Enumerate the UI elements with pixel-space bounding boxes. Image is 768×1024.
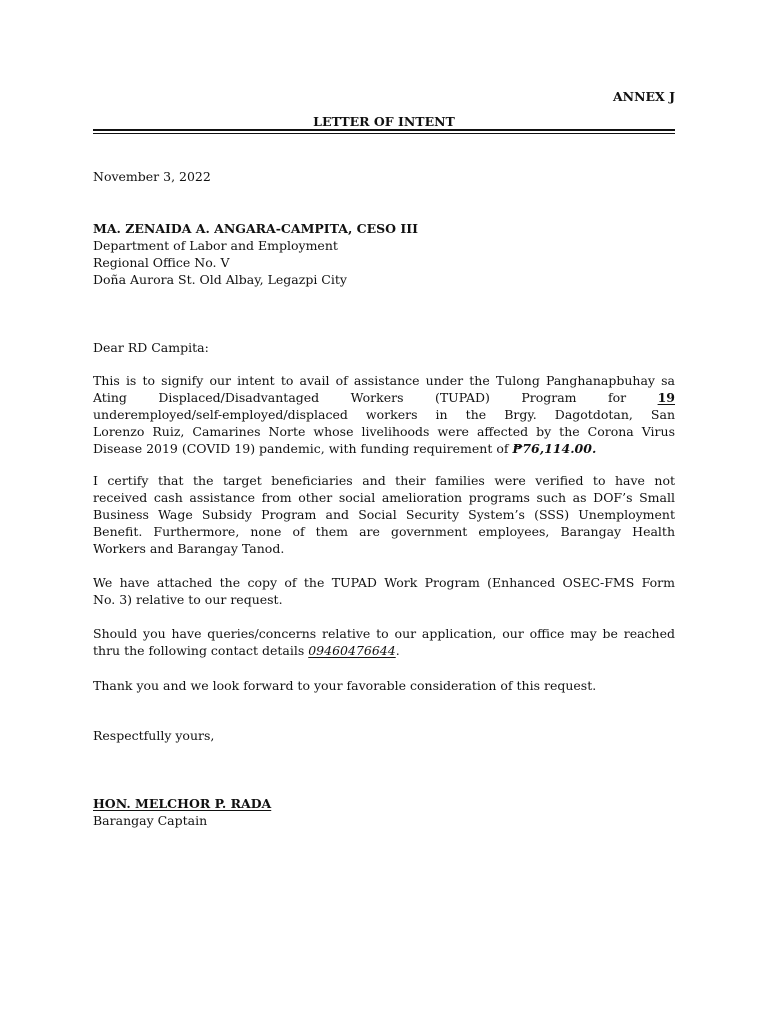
paragraph-certification — [93, 472, 675, 557]
paragraph-line: Should you have queries/concerns relative to our application, our office may be reached — [93, 626, 675, 641]
paragraph-line: Lorenzo Ruiz, Camarines Norte whose livelihoods were affected by the Corona Virus — [93, 424, 675, 439]
letter-title: LETTER OF INTENT — [313, 114, 455, 129]
funding-requirement: ₱76,114.00. — [512, 441, 597, 456]
paragraph-line-text: Disease 2019 (COVID 19) pandemic, with funding requirement of — [93, 441, 509, 456]
signatory-block — [93, 795, 675, 829]
paragraph-line: underemployed/self-employed/displaced workers in the Brgy. Dagotdotan, San — [93, 407, 675, 422]
letter-date: November 3, 2022 — [93, 169, 211, 184]
salutation: Dear RD Campita: — [93, 340, 209, 355]
paragraph-line — [93, 440, 675, 457]
recipient-region: Regional Office No. V — [93, 255, 230, 270]
paragraph-line: No. 3) relative to our request. — [93, 592, 283, 607]
paragraph-line: Thank you and we look forward to your favorable consideration of this request. — [93, 678, 597, 693]
paragraph-thanks — [93, 677, 675, 694]
paragraph-contact — [93, 625, 675, 659]
paragraph-line-text: Ating Displaced/Disadvantaged Workers (TUPAD) Program for — [93, 390, 627, 405]
recipient-block — [93, 220, 675, 288]
paragraph-line — [93, 642, 675, 659]
paragraph-line: Workers and Barangay Tanod. — [93, 541, 285, 556]
paragraph-line: Benefit. Furthermore, none of them are government employees, Barangay Health — [93, 524, 675, 539]
recipient-name: MA. ZENAIDA A. ANGARA-CAMPITA, CESO III — [93, 221, 418, 236]
beneficiary-count: 19 — [657, 390, 675, 405]
signatory-name: HON. MELCHOR P. RADA — [93, 796, 272, 811]
paragraph-line: Business Wage Subsidy Program and Social Security System’s (SSS) Unemployment — [93, 507, 675, 522]
recipient-address: Doña Aurora St. Old Albay, Legazpi City — [93, 272, 347, 287]
signatory-position: Barangay Captain — [93, 813, 208, 828]
paragraph-line: I certify that the target beneficiaries and their families were verified to have not — [93, 473, 675, 488]
paragraph-line: This is to signify our intent to avail of assistance under the Tulong Panghanapbuhay sa — [93, 373, 675, 388]
paragraph-line-text: thru the following contact details — [93, 643, 305, 658]
contact-suffix: . — [395, 643, 400, 658]
closing: Respectfully yours, — [93, 728, 215, 743]
paragraph-line: received cash assistance from other social amelioration programs such as DOF’s Small — [93, 490, 675, 505]
recipient-office: Department of Labor and Employment — [93, 238, 338, 253]
title-double-rule — [93, 129, 675, 134]
annex-label: ANNEX J — [612, 89, 675, 104]
paragraph-intent — [93, 372, 675, 457]
paragraph-attachment — [93, 574, 675, 608]
contact-number: 09460476644 — [308, 643, 396, 658]
paragraph-line: We have attached the copy of the TUPAD Work Program (Enhanced OSEC-FMS Form — [93, 575, 675, 590]
paragraph-line — [93, 389, 675, 406]
